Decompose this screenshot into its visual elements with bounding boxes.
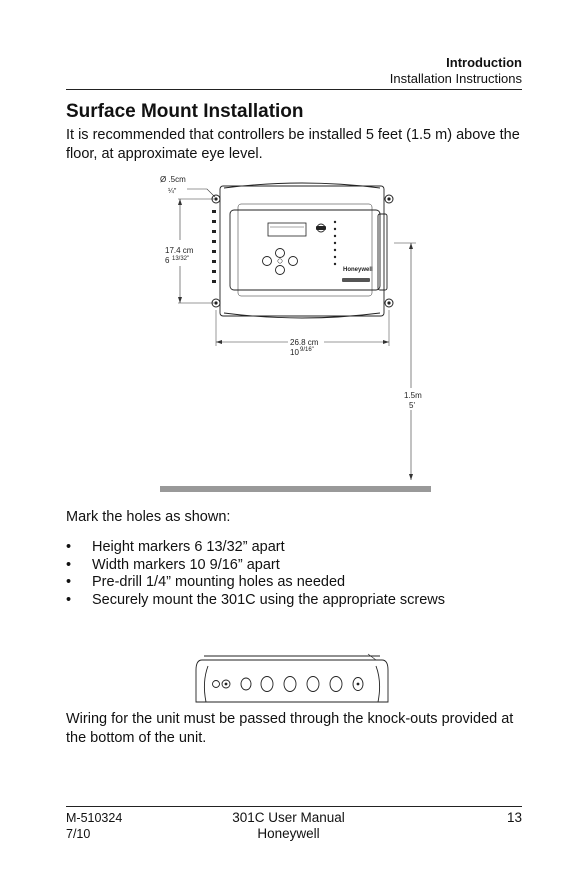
header-subtitle: Installation Instructions [389, 71, 522, 86]
width-cm-label: 26.8 cm [290, 338, 319, 347]
controller-body [220, 183, 387, 318]
footer-doc-number: M-510324 [66, 811, 123, 825]
height-in-fraction: 13/32" [172, 256, 190, 262]
header-title: Introduction [446, 55, 522, 70]
width-in-label: 10 [290, 348, 299, 357]
footer-brand: Honeywell [257, 826, 320, 841]
list-item: • Securely mount the 301C using the appropriate screws [66, 591, 446, 608]
height-in-label: 6 [165, 256, 170, 265]
floor-m-label: 1.5m [404, 391, 422, 400]
width-in-fraction: 9/16" [300, 347, 314, 353]
hole-size-label: Ø .5cm [160, 175, 186, 184]
wiring-paragraph: Wiring for the unit must be passed through the knock-outs provided at the bottom of the unit. [66, 711, 514, 746]
list-item-text: Width markers 10 9/16” apart [92, 556, 280, 573]
header-rule [66, 89, 522, 90]
list-item-text: Pre-drill 1/4” mounting holes as needed [92, 574, 346, 590]
footer-date: 7/10 [66, 827, 91, 841]
brand-mark: Honeywell [343, 267, 373, 273]
list-item: • Height markers 6 13/32” apart [66, 539, 285, 555]
list-item: • Pre-drill 1/4” mounting holes as needed [66, 574, 346, 590]
knockouts-figure [192, 652, 392, 708]
hole-size-fraction: ¼" [168, 188, 177, 195]
page-number: 13 [506, 810, 522, 825]
mounting-dimensions-figure [150, 170, 440, 500]
footer-rule [66, 806, 522, 807]
intro-paragraph: It is recommended that controllers be installed 5 feet (1.5 m) above the floor, at approximate eye level. [66, 127, 520, 162]
list-item-text: Height markers 6 13/32” apart [92, 539, 285, 555]
floor-bar [160, 486, 431, 492]
list-item: • Width markers 10 9/16” apart [66, 556, 280, 573]
section-title: Surface Mount Installation [66, 101, 304, 122]
mounting-steps-list [66, 539, 445, 609]
height-cm-label: 17.4 cm [165, 246, 194, 255]
list-item-text: Securely mount the 301C using the appropriate screws [92, 591, 446, 608]
footer-manual-title: 301C User Manual [232, 810, 345, 825]
mark-instruction: Mark the holes as shown: [66, 509, 231, 525]
floor-ft-label: 5' [409, 401, 415, 410]
